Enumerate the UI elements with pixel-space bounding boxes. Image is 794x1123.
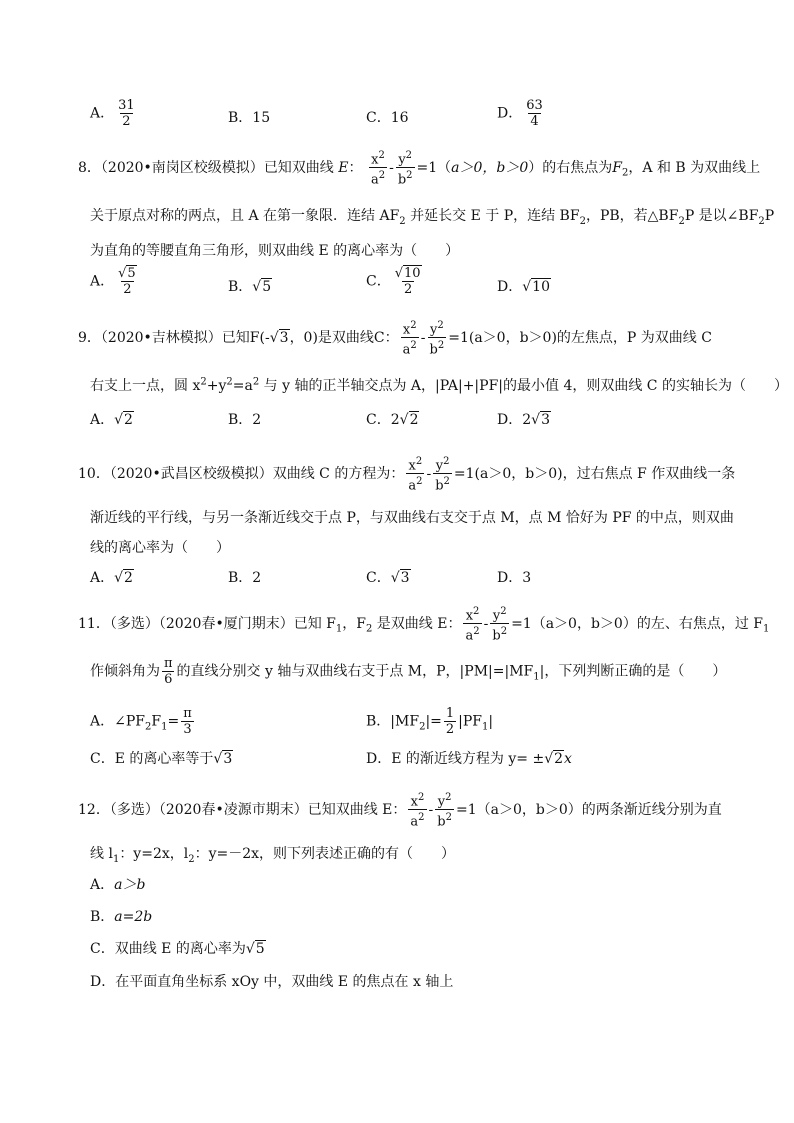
q8-stem-line1: 8．（2020•南岗区校级模拟）已知双曲线 E： $\frac{x^2}{a^2}$ - $\frac{y^2}{b^2}$ =1（a＞0，b＞0）的右焦点为$F_2$，A 和 B 为双曲线上 bbox=[78, 150, 761, 188]
q10-option-c: C．√3 bbox=[366, 570, 410, 586]
q10-option-a: A．√2 bbox=[90, 570, 133, 586]
q7-option-b: B．15 bbox=[228, 110, 271, 126]
q9-stem-line2: 右支上一点，圆 $x^2+y^2=a^2$ 与 y 轴的正半轴交点为 A，|PA|+|PF|的最小值 4，则双曲线 C 的实轴长为（ ） bbox=[90, 376, 788, 394]
q9-option-d: D．2√3 bbox=[497, 412, 550, 428]
q10-option-b: B．2 bbox=[228, 570, 262, 586]
q8-option-d: D．√10 bbox=[497, 279, 550, 295]
q11-stem-line1: 11．（多选）（2020春•厦门期末）已知 $F_1$，$F_2$ 是双曲线 E： $\frac{x^2}{a^2}$ - $\frac{y^2}{b^2}$ =1（a＞0，b＞0）的左、右焦点，过 $F_1$ bbox=[78, 606, 770, 644]
q10-option-d: D．3 bbox=[497, 570, 532, 586]
q9-option-c: C．2√2 bbox=[366, 412, 419, 428]
q11-option-c: C．E 的离心率等于√3 bbox=[90, 751, 233, 767]
q10-stem-line2: 渐近线的平行线，与另一条渐近线交于点 P，与双曲线右支交于点 M，点 M 恰好为 PF 的中点，则双曲 bbox=[90, 510, 734, 526]
q12-option-d: D．在平面直角坐标系 xOy 中，双曲线 E 的焦点在 x 轴上 bbox=[90, 974, 454, 990]
q12-stem-line2: 线 $l_1$：y=2x，$l_2$：y=－2x，则下列表述正确的有（ ） bbox=[90, 846, 456, 865]
q8-option-b: B．√5 bbox=[228, 279, 272, 295]
q12-option-c: C．双曲线 E 的离心率为√5 bbox=[90, 941, 265, 957]
q9-option-b: B．2 bbox=[228, 412, 262, 428]
q8-option-a: A． $\frac{√5}{2}$ bbox=[90, 266, 136, 297]
q11-option-b: B．$|MF_2|=$ $\frac{1}{2}$ $|PF_1|$ bbox=[366, 706, 494, 737]
q12-stem-line1: 12．（多选）（2020春•凌源市期末）已知双曲线 E： $\frac{x^2}{a^2}$ - $\frac{y^2}{b^2}$ =1（a＞0，b＞0）的两条渐近线分别为直 bbox=[78, 792, 722, 830]
q10-stem-line3: 线的离心率为（ ） bbox=[90, 540, 230, 556]
q7-option-a: A． $\frac{31}{2}$ bbox=[90, 98, 135, 129]
q12-option-a: A．a＞b bbox=[90, 877, 146, 893]
q7-option-c: C．16 bbox=[366, 110, 409, 126]
q11-option-d: D．E 的渐近线方程为 y= ±√2x bbox=[366, 751, 572, 767]
q11-stem-line2: 作倾斜角为 $\frac{\pi}{6}$ 的直线分别交 y 轴与双曲线右支于点 M，P，$|PM|=|MF_1|$，下列判断正确的是（ ） bbox=[90, 656, 727, 687]
q7-option-d: D． $\frac{63}{4}$ bbox=[497, 98, 543, 129]
q12-option-b: B．a=2b bbox=[90, 909, 153, 925]
q8-stem-line2: 关于原点对称的两点，且 A 在第一象限．连结 $AF_2$ 并延长交 E 于 P，连结 $BF_2$，PB，若$\triangle BF_2P$ 是以$\angle BF_2P$ bbox=[90, 208, 775, 227]
q9-stem-line1: 9．（2020•吉林模拟）已知F(-√3，0)是双曲线C： $\frac{x^2}{a^2}$ - $\frac{y^2}{b^2}$ =1(a＞0，b＞0)的左焦点，P 为双曲线 C bbox=[78, 320, 712, 358]
q11-option-a: A．$\angle PF_2F_1=$ $\frac{\pi}{3}$ bbox=[90, 706, 192, 737]
q8-option-c: C． $\frac{√10}{2}$ bbox=[366, 266, 421, 297]
q9-option-a: A．√2 bbox=[90, 412, 133, 428]
q10-stem-line1: 10．（2020•武昌区校级模拟）双曲线 C 的方程为： $\frac{x^2}{a^2}$ - $\frac{y^2}{b^2}$ =1(a＞0，b＞0)，过右焦点 F 作双曲线一条 bbox=[78, 456, 736, 494]
q8-stem-line3: 为直角的等腰直角三角形，则双曲线 E 的离心率为（ ） bbox=[90, 243, 460, 259]
